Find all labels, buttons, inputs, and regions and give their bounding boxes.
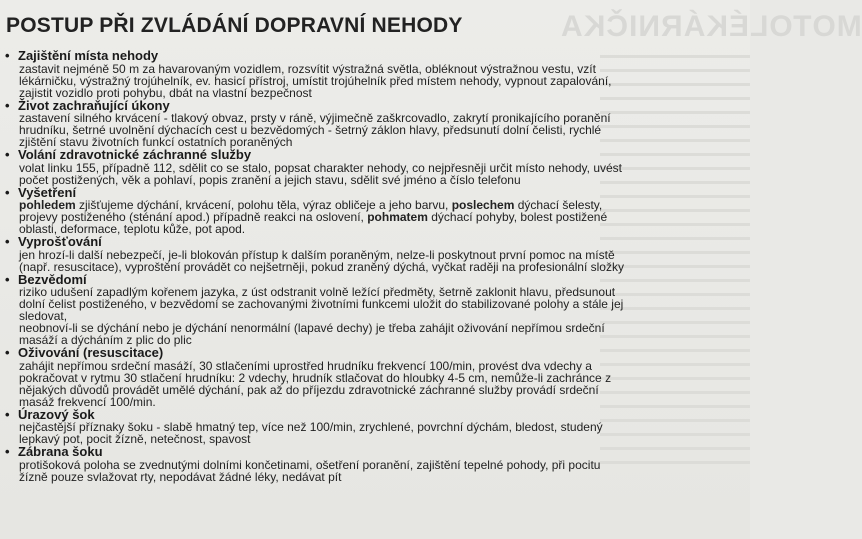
text-line: lékárničku, výstražný trojúhelník, ev. hasicí přístroj, umístit trojúhelník před místem nehody, vypnout zapalování, — [19, 73, 612, 88]
text-line: volat linku 155, případně 112, sdělit co se stalo, popsat charakter nehody, co nejpřesněji určit místo nehody, uvést — [19, 160, 623, 175]
section-heading: • Zajištění místa nehody — [5, 48, 159, 63]
section-site-safety — [5, 49, 745, 99]
instructions-list — [5, 49, 745, 483]
section-heading: • Úrazový šok — [5, 406, 95, 422]
section-examination — [5, 186, 745, 236]
section-emergency-call — [5, 148, 745, 186]
section-heading: • Vyšetření — [5, 184, 77, 200]
section-body — [19, 63, 745, 99]
text-line: (např. resuscitace), vyproštění provádět co nejšetrněji, pokud zraněný dýchá, vyčkat raději na profesionální složky — [19, 259, 624, 274]
bullet-icon: • — [5, 271, 10, 287]
section-body — [19, 286, 745, 346]
bullet-icon: • — [5, 97, 10, 113]
section-unconsciousness — [5, 273, 745, 347]
text-line: žízně pouze svlažovat rty, nepodávat žádné léky, nedávat pít — [19, 469, 342, 484]
bleed-through-text: MOTOLÉKÁRNIČKA — [560, 10, 862, 43]
text-line: zastavení silného krvácení - tlakový obvaz, prsty v ráně, výjimečně zaškrcovadlo, zakrytí pronikajícího poranění — [19, 111, 611, 125]
bullet-icon: • — [5, 147, 10, 162]
text-line: dolní čelist postiženého, v bezvědomí se zachovanými životními funkcemi uložit do stabilizované polohy a stále jej — [19, 297, 624, 311]
section-trauma-shock — [5, 408, 745, 446]
text-line: masáží a dýcháním z plic do plic — [19, 333, 192, 347]
text-line: zjištění stavu životních funkcí ostatních poraněných — [19, 135, 293, 149]
section-heading: • Zábrana šoku — [5, 444, 103, 459]
emphasis-text: pohmatem — [367, 210, 428, 224]
emphasis-text: poslechem — [451, 198, 515, 212]
text-line: nejčastější příznaky šoku - slabě hmatný tep, více než 100/min, zrychlené, povrchní dýchám, bledost, studený — [19, 420, 603, 434]
section-heading: • Volání zdravotnické záchranné služby — [5, 147, 252, 162]
text-line: masáž frekvencí 100/min. — [19, 394, 156, 409]
text-line: projevy postiženého (sténání apod.) případně reakci na oslovení, pohmatem dýchací pohyby, bolest postižené — [19, 210, 608, 224]
text-line: oblasti, deformace, teplotu kůže, pot apod. — [19, 222, 246, 236]
section-life-saving — [5, 99, 745, 149]
bullet-icon: • — [5, 406, 10, 422]
section-body — [19, 199, 745, 235]
bullet-icon: • — [5, 184, 10, 200]
section-extrication — [5, 235, 745, 273]
bullet-icon: • — [5, 234, 10, 249]
text-line: jen hrozí-li další nebezpečí, je-li blokován přístup k dalším poraněným, nelze-li poskytnout první pomoc na místě — [19, 247, 615, 262]
text-line: zajistit vozidlo proti pohybu, dbát na vlastní bezpečnost — [19, 85, 312, 100]
bullet-icon: • — [5, 345, 10, 360]
bullet-icon: • — [5, 48, 10, 63]
section-body — [19, 459, 745, 483]
text-line: zastavit nejméně 50 m za havarovaným vozidlem, rozsvítit výstražná světla, obléknout výstražnou vestu, vzít — [19, 61, 596, 76]
section-heading: • Oživování (resuscitace) — [5, 345, 164, 360]
section-body — [19, 421, 745, 445]
section-heading: • Bezvědomí — [5, 271, 87, 287]
page-title: POSTUP PŘI ZVLÁDÁNÍ DOPRAVNÍ NEHODY — [6, 14, 463, 37]
text-line: hrudníku, šetrné uvolnění dýchacích cest u bezvědomých - šetrný záklon hlavy, předsunutí dolní čelisti, rychlé — [19, 123, 602, 137]
text-line: nějakých důvodů provádět umělé dýchání, pak až do příjezdu zdravotnické záchranné služby provádí srdeční — [19, 382, 599, 397]
text-line: pokračovat v rytmu 30 stlačení hrudníku: 2 vdechy, hrudník stlačovat do hloubky 4-5 cm, nemůže-li zachránce z — [19, 370, 612, 385]
text-line: lepkavý pot, pocit žízně, netečnost, spavost — [19, 432, 251, 446]
section-body — [19, 249, 745, 273]
section-heading: • Vyprošťování — [5, 234, 102, 249]
section-body — [19, 162, 745, 186]
text-line: počet postižených, věk a pohlaví, popis zranění a jejich stavu, sdělit své jméno a číslo telefonu — [19, 172, 521, 187]
section-body — [19, 112, 745, 148]
bullet-icon: • — [5, 444, 10, 459]
text-line: pohledem zjišťujeme dýchání, krvácení, polohu těla, výraz obličeje a jeho barvu, poslechem dýchací šelesty, — [19, 198, 603, 212]
text-line: neobnoví-li se dýchání nebo je dýchání nenormální (lapavé dechy) je třeba zahájit oživování nepřímou srdeční — [19, 321, 605, 335]
section-heading: • Život zachraňující úkony — [5, 97, 170, 113]
text-line: riziko udušení zapadlým kořenem jazyka, z úst odstranit volně ležící předměty, šetrně zaklonit hlavu, předsunout — [19, 285, 616, 299]
text-line: protišoková poloha se zvednutými dolními končetinami, ošetření poranění, zajištění tepelné pohody, při pocitu — [19, 457, 601, 472]
section-shock-prevention — [5, 445, 745, 483]
text-line: sledovat, — [19, 309, 68, 323]
section-body — [19, 360, 745, 408]
text-line: zahájit nepřímou srdeční masáží, 30 stlačeními uprostřed hrudníku frekvencí 100/min, provést dva vdechy a — [19, 358, 592, 373]
emphasis-text: pohledem — [19, 198, 76, 212]
section-resuscitation — [5, 346, 745, 408]
